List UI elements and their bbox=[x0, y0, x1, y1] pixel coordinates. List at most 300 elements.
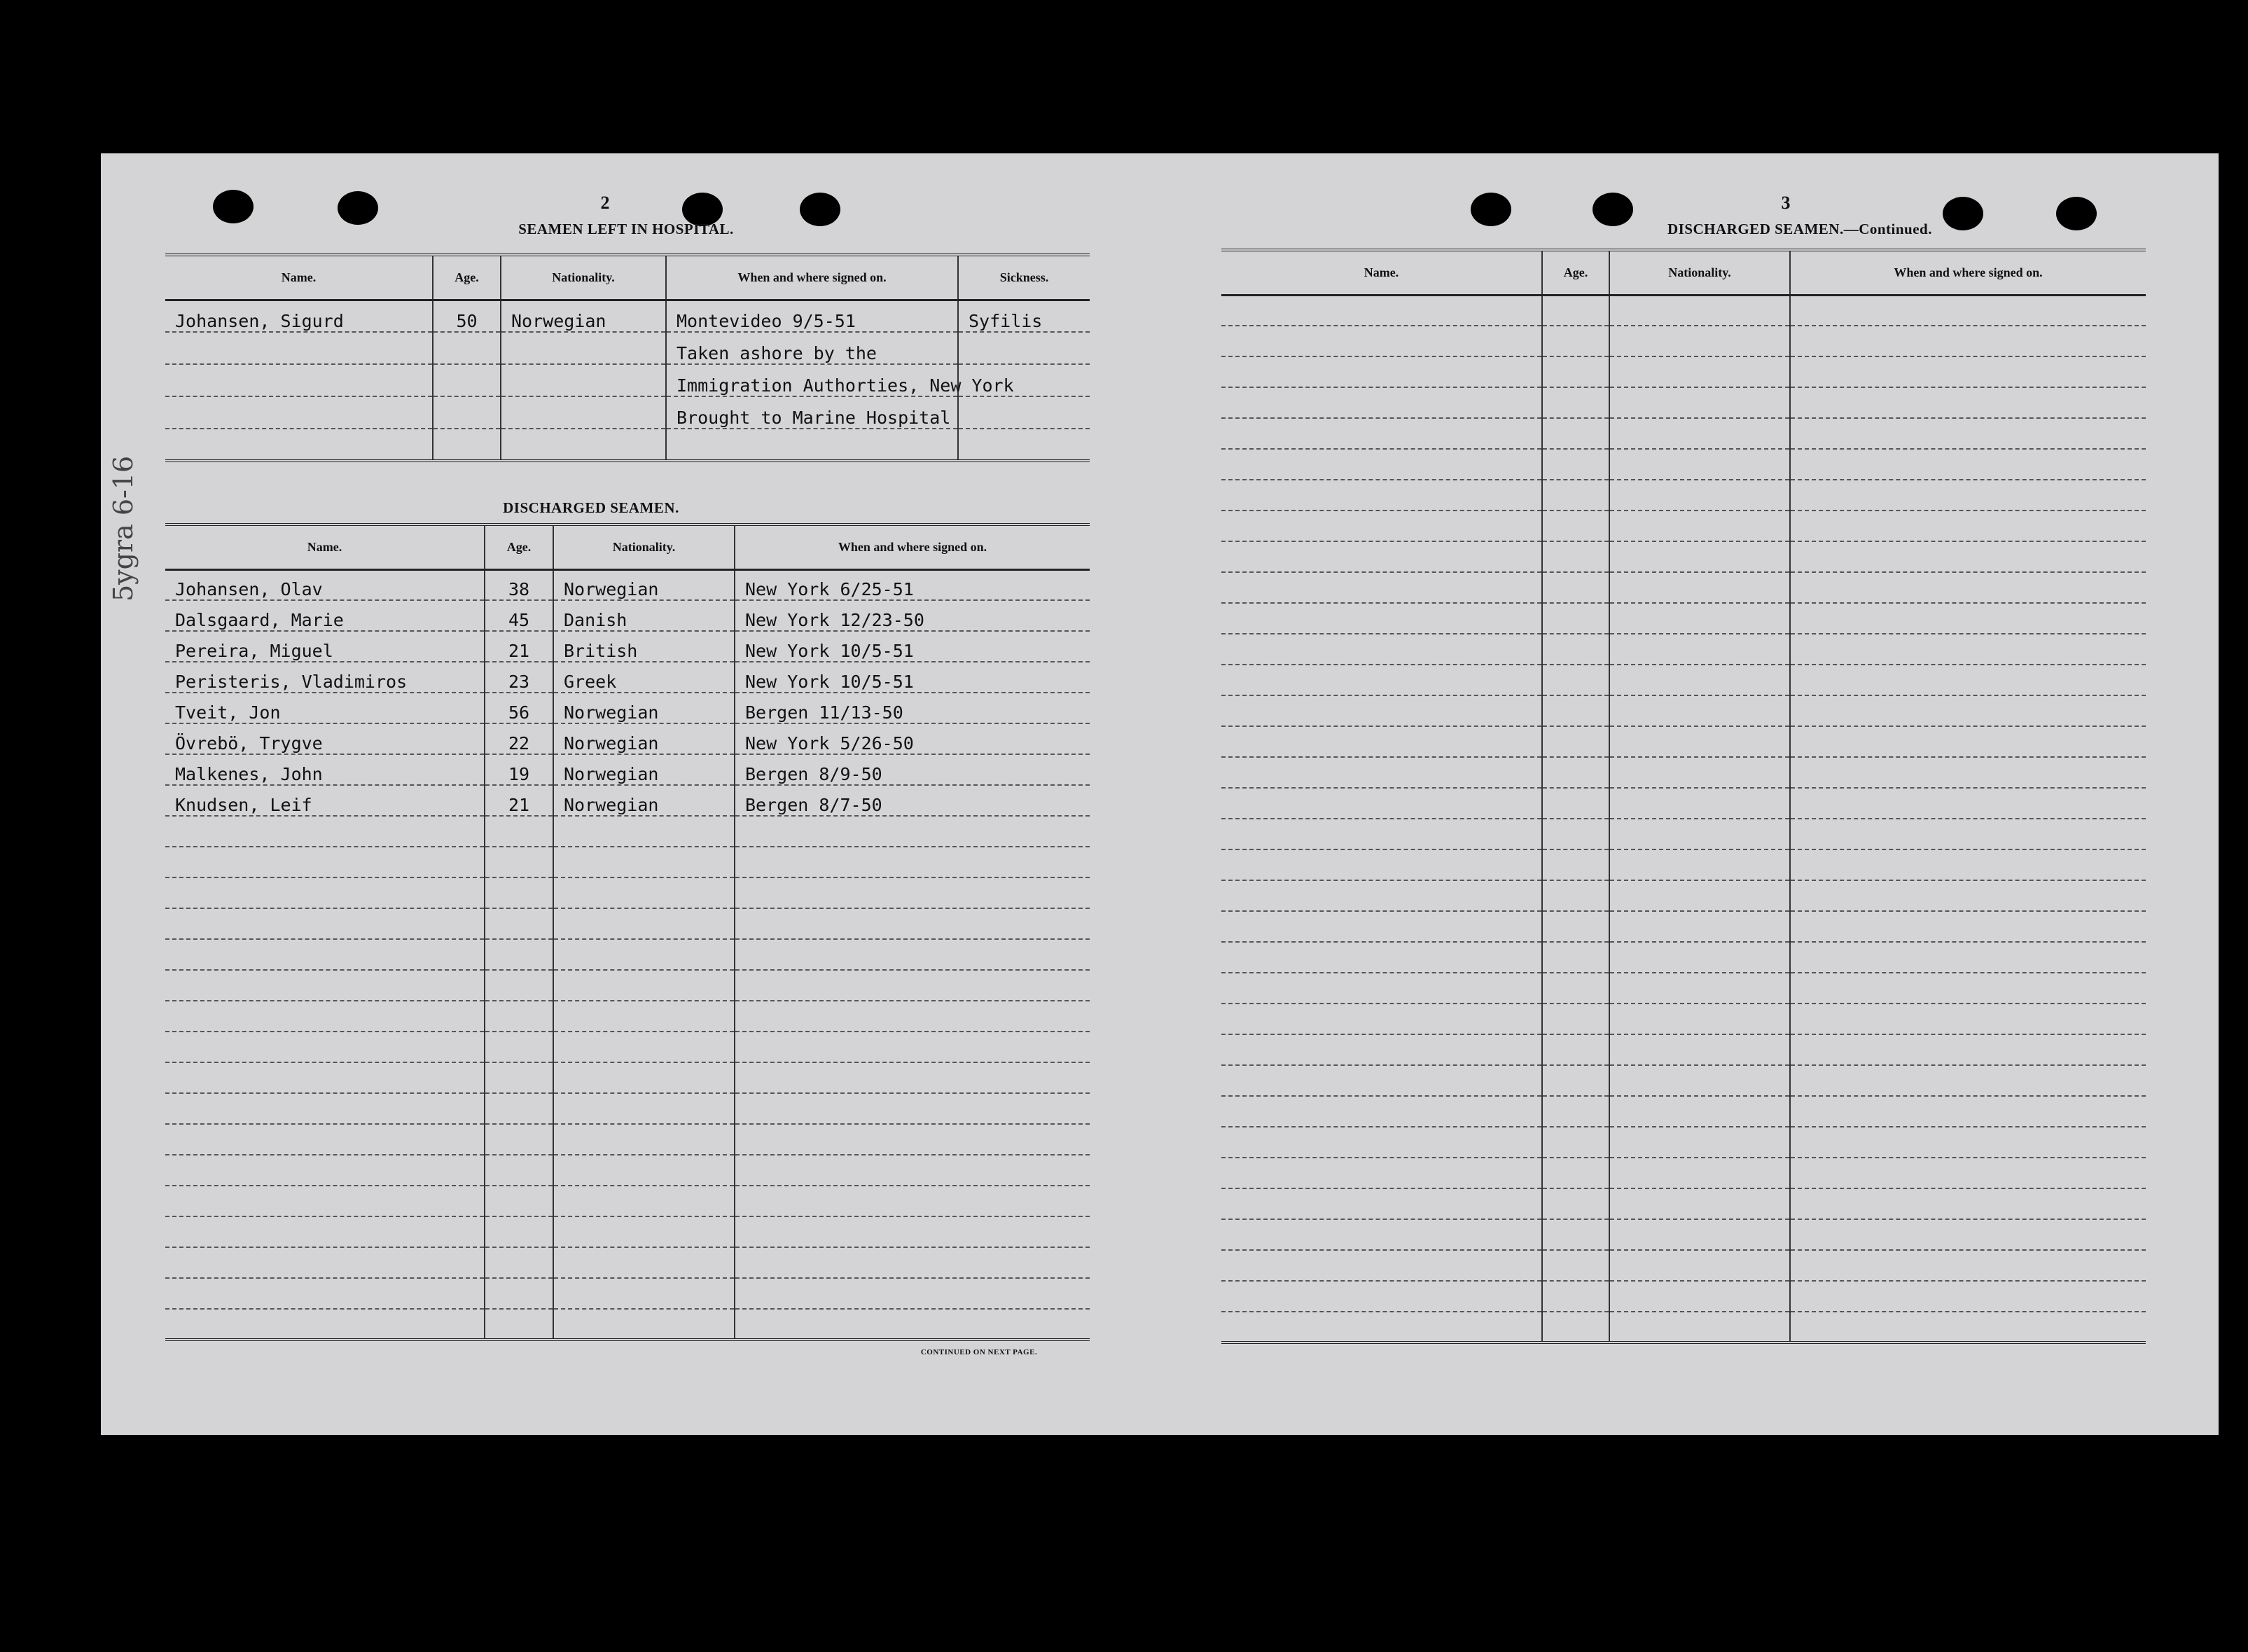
name-cell bbox=[1221, 295, 1542, 326]
signed-cell bbox=[1790, 1004, 2146, 1034]
name-cell bbox=[165, 1186, 485, 1216]
nationality-cell bbox=[1609, 665, 1790, 695]
table-row bbox=[1221, 1096, 2146, 1127]
signed-cell bbox=[735, 1093, 1090, 1124]
table-row bbox=[1221, 757, 2146, 788]
nationality-cell bbox=[1609, 1281, 1790, 1312]
nationality-header: Nationality. bbox=[501, 255, 666, 300]
age-cell: 21 bbox=[485, 785, 553, 816]
table-row bbox=[1221, 1312, 2146, 1342]
nationality-cell: Danish bbox=[553, 600, 735, 631]
nationality-cell bbox=[1609, 973, 1790, 1004]
table-row bbox=[1221, 788, 2146, 819]
signed-cell bbox=[1790, 757, 2146, 788]
signed-cell bbox=[1790, 356, 2146, 387]
table-row bbox=[165, 1309, 1090, 1340]
signed-cell bbox=[735, 816, 1090, 847]
age-cell bbox=[1542, 1127, 1609, 1158]
table-row bbox=[1221, 603, 2146, 634]
sickness-cell bbox=[958, 396, 1090, 429]
name-cell bbox=[165, 908, 485, 939]
table-row bbox=[165, 1001, 1090, 1032]
right-page bbox=[1163, 153, 2219, 1435]
name-cell bbox=[1221, 603, 1542, 634]
signed-cell bbox=[1790, 1127, 2146, 1158]
table-row bbox=[1221, 1065, 2146, 1096]
signed-cell: Montevideo 9/5-51 bbox=[666, 300, 958, 332]
signed-cell bbox=[735, 1278, 1090, 1309]
name-cell bbox=[1221, 788, 1542, 819]
table-row bbox=[165, 754, 1090, 785]
nationality-header: Nationality. bbox=[1609, 250, 1790, 295]
signed-cell bbox=[1790, 788, 2146, 819]
name-cell bbox=[1221, 665, 1542, 695]
table-row bbox=[165, 429, 1090, 461]
age-header: Age. bbox=[1542, 250, 1609, 295]
signed-cell bbox=[1790, 387, 2146, 418]
age-cell bbox=[485, 847, 553, 877]
name-cell bbox=[165, 1247, 485, 1278]
signed-cell bbox=[735, 1247, 1090, 1278]
table-row bbox=[165, 1216, 1090, 1247]
nationality-header: Nationality. bbox=[553, 525, 735, 569]
nationality-cell: Norwegian bbox=[553, 723, 735, 754]
name-cell bbox=[165, 1216, 485, 1247]
table-row bbox=[1221, 634, 2146, 665]
age-cell bbox=[485, 1093, 553, 1124]
age-cell bbox=[1542, 295, 1609, 326]
name-cell bbox=[1221, 1188, 1542, 1219]
age-cell bbox=[485, 908, 553, 939]
age-cell bbox=[1542, 665, 1609, 695]
age-cell bbox=[1542, 572, 1609, 603]
nationality-cell bbox=[1609, 1004, 1790, 1034]
margin-handwriting: 5ygra 6-16 bbox=[108, 455, 139, 602]
age-cell bbox=[485, 1309, 553, 1340]
signed-cell: New York 10/5-51 bbox=[735, 631, 1090, 662]
nationality-cell bbox=[1609, 819, 1790, 849]
signed-cell bbox=[735, 1032, 1090, 1062]
age-cell bbox=[485, 816, 553, 847]
signed-cell bbox=[1790, 1281, 2146, 1312]
age-cell bbox=[485, 1155, 553, 1186]
table-row bbox=[165, 1247, 1090, 1278]
table-row bbox=[1221, 1250, 2146, 1281]
nationality-cell bbox=[1609, 572, 1790, 603]
signed-cell: New York 6/25-51 bbox=[735, 569, 1090, 600]
table-row bbox=[165, 300, 1090, 332]
nationality-cell bbox=[1609, 1250, 1790, 1281]
nationality-cell bbox=[1609, 1034, 1790, 1065]
signed-cell bbox=[1790, 942, 2146, 973]
table-row bbox=[165, 600, 1090, 631]
signed-cell bbox=[1790, 726, 2146, 757]
age-cell bbox=[485, 877, 553, 908]
age-cell bbox=[1542, 634, 1609, 665]
table-row bbox=[1221, 356, 2146, 387]
signed-cell bbox=[1790, 665, 2146, 695]
age-cell bbox=[1542, 1219, 1609, 1250]
signed-cell bbox=[735, 1062, 1090, 1093]
age-cell: 50 bbox=[433, 300, 501, 332]
signed-cell bbox=[735, 970, 1090, 1001]
nationality-cell bbox=[1609, 603, 1790, 634]
continued-section-title: DISCHARGED SEAMEN.—Continued. bbox=[1667, 221, 1932, 237]
nationality-cell bbox=[553, 816, 735, 847]
name-cell bbox=[1221, 1004, 1542, 1034]
sickness-cell: Syfilis bbox=[958, 300, 1090, 332]
age-cell bbox=[1542, 1250, 1609, 1281]
name-cell bbox=[1221, 757, 1542, 788]
table-row bbox=[165, 877, 1090, 908]
table-row bbox=[1221, 572, 2146, 603]
nationality-cell bbox=[1609, 788, 1790, 819]
table-row bbox=[1221, 449, 2146, 480]
age-cell bbox=[1542, 849, 1609, 880]
signed-cell bbox=[1790, 418, 2146, 449]
table-row bbox=[1221, 942, 2146, 973]
name-cell bbox=[1221, 726, 1542, 757]
name-cell bbox=[165, 364, 433, 396]
name-cell bbox=[1221, 511, 1542, 541]
nationality-cell: British bbox=[553, 631, 735, 662]
name-cell bbox=[1221, 1281, 1542, 1312]
name-cell bbox=[1221, 849, 1542, 880]
signed-cell bbox=[1790, 1188, 2146, 1219]
signed-on-header: When and where signed on. bbox=[1790, 250, 2146, 295]
age-cell bbox=[1542, 695, 1609, 726]
nationality-cell bbox=[1609, 295, 1790, 326]
nationality-cell bbox=[1609, 757, 1790, 788]
age-cell bbox=[1542, 880, 1609, 911]
table-row bbox=[1221, 541, 2146, 572]
table-row bbox=[165, 908, 1090, 939]
table-row bbox=[1221, 665, 2146, 695]
table-row bbox=[1221, 726, 2146, 757]
age-cell bbox=[1542, 973, 1609, 1004]
age-cell: 38 bbox=[485, 569, 553, 600]
age-cell bbox=[1542, 326, 1609, 356]
table-row bbox=[1221, 1034, 2146, 1065]
nationality-cell bbox=[553, 1216, 735, 1247]
nationality-cell bbox=[553, 1278, 735, 1309]
name-cell bbox=[165, 396, 433, 429]
nationality-cell bbox=[1609, 942, 1790, 973]
signed-cell bbox=[666, 429, 958, 461]
age-cell bbox=[1542, 418, 1609, 449]
age-cell bbox=[1542, 541, 1609, 572]
age-cell bbox=[485, 1124, 553, 1155]
signed-on-header: When and where signed on. bbox=[735, 525, 1090, 569]
age-cell bbox=[1542, 1096, 1609, 1127]
signed-cell bbox=[1790, 572, 2146, 603]
nationality-cell bbox=[553, 1032, 735, 1062]
signed-cell bbox=[1790, 1312, 2146, 1342]
age-cell bbox=[1542, 1004, 1609, 1034]
table-row bbox=[165, 1062, 1090, 1093]
age-cell bbox=[1542, 1312, 1609, 1342]
name-cell bbox=[165, 1001, 485, 1032]
signed-cell bbox=[1790, 695, 2146, 726]
nationality-cell bbox=[1609, 1219, 1790, 1250]
table-row bbox=[165, 332, 1090, 364]
name-cell: Dalsgaard, Marie bbox=[165, 600, 485, 631]
signed-cell: Taken ashore by the bbox=[666, 332, 958, 364]
name-cell bbox=[165, 939, 485, 970]
name-cell: Malkenes, John bbox=[165, 754, 485, 785]
signed-cell bbox=[1790, 1096, 2146, 1127]
name-cell bbox=[1221, 541, 1542, 572]
age-cell bbox=[1542, 1034, 1609, 1065]
table-row bbox=[1221, 1219, 2146, 1250]
page-number: 3 bbox=[1781, 193, 1791, 213]
nationality-cell bbox=[1609, 449, 1790, 480]
nationality-cell bbox=[553, 908, 735, 939]
age-cell bbox=[485, 1001, 553, 1032]
nationality-cell: Norwegian bbox=[553, 693, 735, 723]
age-cell bbox=[485, 1062, 553, 1093]
age-cell: 22 bbox=[485, 723, 553, 754]
age-cell bbox=[433, 429, 501, 461]
nationality-cell bbox=[1609, 849, 1790, 880]
signed-cell bbox=[735, 939, 1090, 970]
name-cell bbox=[1221, 1065, 1542, 1096]
nationality-cell bbox=[1609, 356, 1790, 387]
signed-cell bbox=[1790, 1065, 2146, 1096]
discharged-section-title: DISCHARGED SEAMEN. bbox=[503, 499, 679, 516]
age-cell bbox=[1542, 788, 1609, 819]
sickness-header: Sickness. bbox=[958, 255, 1090, 300]
sickness-cell bbox=[958, 332, 1090, 364]
name-cell bbox=[165, 1278, 485, 1309]
nationality-cell bbox=[553, 847, 735, 877]
name-cell bbox=[1221, 449, 1542, 480]
nationality-cell bbox=[553, 1247, 735, 1278]
hospital-section-title: SEAMEN LEFT IN HOSPITAL. bbox=[518, 221, 734, 237]
nationality-cell bbox=[1609, 911, 1790, 942]
age-header: Age. bbox=[433, 255, 501, 300]
signed-cell bbox=[1790, 880, 2146, 911]
name-cell bbox=[1221, 695, 1542, 726]
page-number: 2 bbox=[600, 193, 610, 213]
name-cell bbox=[1221, 387, 1542, 418]
nationality-cell bbox=[1609, 511, 1790, 541]
age-cell bbox=[485, 1278, 553, 1309]
nationality-cell bbox=[553, 877, 735, 908]
name-cell: Johansen, Sigurd bbox=[165, 300, 433, 332]
signed-cell bbox=[735, 1186, 1090, 1216]
age-cell bbox=[485, 939, 553, 970]
table-row bbox=[1221, 911, 2146, 942]
name-cell bbox=[1221, 973, 1542, 1004]
table-row bbox=[165, 396, 1090, 429]
name-cell bbox=[1221, 1127, 1542, 1158]
nationality-cell bbox=[1609, 1158, 1790, 1188]
age-cell bbox=[1542, 387, 1609, 418]
table-row bbox=[165, 662, 1090, 693]
nationality-cell bbox=[553, 1001, 735, 1032]
nationality-cell: Norwegian bbox=[553, 754, 735, 785]
nationality-cell bbox=[1609, 695, 1790, 726]
name-header: Name. bbox=[1221, 250, 1542, 295]
age-cell: 23 bbox=[485, 662, 553, 693]
nationality-cell: Norwegian bbox=[553, 785, 735, 816]
table-row bbox=[165, 939, 1090, 970]
signed-cell bbox=[1790, 541, 2146, 572]
name-cell bbox=[165, 816, 485, 847]
table-row bbox=[1221, 1281, 2146, 1312]
sickness-cell bbox=[958, 429, 1090, 461]
age-cell bbox=[1542, 1158, 1609, 1188]
age-cell: 45 bbox=[485, 600, 553, 631]
table-row bbox=[1221, 418, 2146, 449]
continued-note: CONTINUED ON NEXT PAGE. bbox=[920, 1348, 1038, 1356]
name-cell bbox=[1221, 326, 1542, 356]
signed-cell bbox=[1790, 1158, 2146, 1188]
name-cell: Tveit, Jon bbox=[165, 693, 485, 723]
name-cell bbox=[1221, 572, 1542, 603]
name-cell bbox=[165, 1309, 485, 1340]
name-cell bbox=[1221, 356, 1542, 387]
name-cell bbox=[165, 332, 433, 364]
nationality-cell bbox=[1609, 387, 1790, 418]
table-row bbox=[165, 970, 1090, 1001]
table-row bbox=[165, 569, 1090, 600]
signed-cell bbox=[1790, 973, 2146, 1004]
table-row bbox=[165, 816, 1090, 847]
signed-cell bbox=[735, 1155, 1090, 1186]
signed-cell: Immigration Authorties, New York bbox=[666, 364, 958, 396]
table-row bbox=[165, 693, 1090, 723]
nationality-cell bbox=[553, 1155, 735, 1186]
name-header: Name. bbox=[165, 525, 485, 569]
signed-cell bbox=[1790, 1219, 2146, 1250]
age-cell bbox=[1542, 726, 1609, 757]
signed-cell bbox=[735, 1309, 1090, 1340]
document-sheet bbox=[101, 153, 2219, 1435]
signed-cell bbox=[1790, 480, 2146, 511]
nationality-cell bbox=[553, 1124, 735, 1155]
table-row bbox=[165, 1155, 1090, 1186]
age-cell bbox=[1542, 480, 1609, 511]
age-cell bbox=[433, 396, 501, 429]
name-cell bbox=[1221, 1219, 1542, 1250]
table-row bbox=[1221, 511, 2146, 541]
name-cell bbox=[1221, 634, 1542, 665]
name-cell: Johansen, Olav bbox=[165, 569, 485, 600]
table-row bbox=[1221, 295, 2146, 326]
name-cell: Peristeris, Vladimiros bbox=[165, 662, 485, 693]
discharged-table bbox=[165, 523, 1090, 1341]
nationality-cell bbox=[1609, 1096, 1790, 1127]
age-cell bbox=[1542, 757, 1609, 788]
table-row bbox=[1221, 1127, 2146, 1158]
signed-cell bbox=[735, 1216, 1090, 1247]
nationality-cell bbox=[553, 970, 735, 1001]
signed-cell: Brought to Marine Hospital bbox=[666, 396, 958, 429]
table-row bbox=[1221, 1004, 2146, 1034]
age-header: Age. bbox=[485, 525, 553, 569]
left-page bbox=[101, 153, 1128, 1435]
age-cell bbox=[485, 970, 553, 1001]
nationality-cell bbox=[553, 1186, 735, 1216]
signed-on-header: When and where signed on. bbox=[666, 255, 958, 300]
table-row bbox=[1221, 973, 2146, 1004]
age-cell bbox=[1542, 1281, 1609, 1312]
name-cell bbox=[1221, 1034, 1542, 1065]
table-row bbox=[165, 1093, 1090, 1124]
signed-cell bbox=[1790, 1250, 2146, 1281]
nationality-cell: Norwegian bbox=[553, 569, 735, 600]
name-cell: Knudsen, Leif bbox=[165, 785, 485, 816]
name-cell bbox=[165, 1155, 485, 1186]
signed-cell: New York 5/26-50 bbox=[735, 723, 1090, 754]
signed-cell bbox=[1790, 634, 2146, 665]
continued-table bbox=[1221, 249, 2146, 1344]
name-cell bbox=[165, 1093, 485, 1124]
name-cell bbox=[1221, 819, 1542, 849]
age-cell bbox=[485, 1032, 553, 1062]
name-cell bbox=[1221, 1096, 1542, 1127]
table-row bbox=[165, 1186, 1090, 1216]
name-header: Name. bbox=[165, 255, 433, 300]
nationality-cell bbox=[1609, 541, 1790, 572]
table-row bbox=[165, 364, 1090, 396]
table-row bbox=[1221, 480, 2146, 511]
table-row bbox=[1221, 326, 2146, 356]
name-cell: Övrebö, Trygve bbox=[165, 723, 485, 754]
signed-cell bbox=[1790, 326, 2146, 356]
signed-cell bbox=[1790, 603, 2146, 634]
nationality-cell bbox=[1609, 634, 1790, 665]
signed-cell: Bergen 8/9-50 bbox=[735, 754, 1090, 785]
signed-cell: New York 12/23-50 bbox=[735, 600, 1090, 631]
nationality-cell bbox=[501, 396, 666, 429]
age-cell bbox=[1542, 942, 1609, 973]
name-cell bbox=[1221, 1250, 1542, 1281]
nationality-cell bbox=[1609, 326, 1790, 356]
name-cell bbox=[165, 429, 433, 461]
nationality-cell bbox=[501, 364, 666, 396]
signed-cell bbox=[735, 1124, 1090, 1155]
age-cell bbox=[1542, 911, 1609, 942]
age-cell bbox=[1542, 603, 1609, 634]
age-cell bbox=[1542, 1065, 1609, 1096]
signed-cell bbox=[735, 847, 1090, 877]
signed-cell bbox=[1790, 449, 2146, 480]
age-cell bbox=[485, 1247, 553, 1278]
nationality-cell bbox=[1609, 880, 1790, 911]
nationality-cell bbox=[1609, 480, 1790, 511]
signed-cell bbox=[1790, 849, 2146, 880]
age-cell bbox=[1542, 1188, 1609, 1219]
signed-cell bbox=[735, 1001, 1090, 1032]
table-row bbox=[1221, 1158, 2146, 1188]
name-cell bbox=[1221, 418, 1542, 449]
table-row bbox=[165, 1032, 1090, 1062]
hospital-table bbox=[165, 254, 1090, 462]
signed-cell: New York 10/5-51 bbox=[735, 662, 1090, 693]
nationality-cell bbox=[553, 1093, 735, 1124]
nationality-cell bbox=[553, 1062, 735, 1093]
name-cell bbox=[1221, 1312, 1542, 1342]
signed-cell bbox=[1790, 1034, 2146, 1065]
table-row bbox=[1221, 695, 2146, 726]
nationality-cell bbox=[1609, 1188, 1790, 1219]
age-cell bbox=[1542, 819, 1609, 849]
nationality-cell bbox=[1609, 726, 1790, 757]
age-cell: 19 bbox=[485, 754, 553, 785]
